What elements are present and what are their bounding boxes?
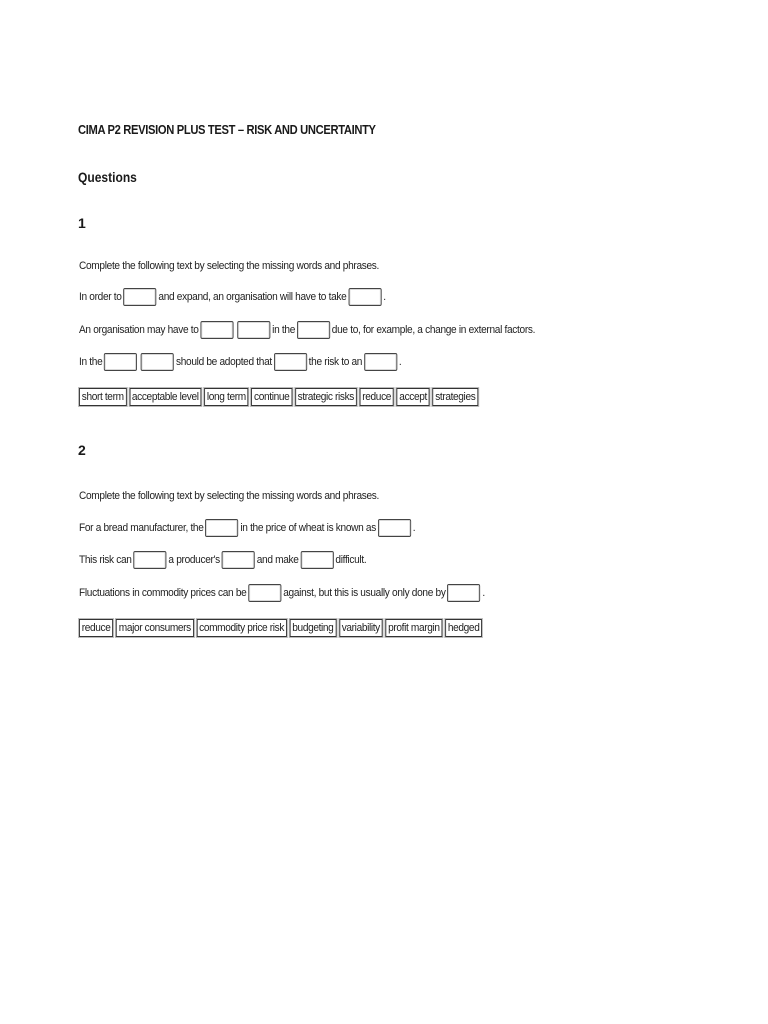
option-major-consumers[interactable]: major consumers xyxy=(116,619,194,637)
q2-blank-5[interactable] xyxy=(300,551,333,569)
q2-blank-2[interactable] xyxy=(378,519,411,537)
q1-blank-8[interactable] xyxy=(274,353,307,371)
document-title: CIMA P2 REVISION PLUS TEST – RISK AND UNCERTAINTY xyxy=(78,122,376,137)
option-continue[interactable]: continue xyxy=(251,388,292,406)
text-segment: and expand, an organisation will have to take xyxy=(158,291,347,303)
option-strategies[interactable]: strategies xyxy=(432,388,478,406)
text-segment: the risk to an xyxy=(308,356,363,368)
text-segment: in the price of wheat is known as xyxy=(240,522,376,534)
q1-blank-9[interactable] xyxy=(364,353,397,371)
text-segment: should be adopted that xyxy=(175,356,272,368)
text-segment: . xyxy=(383,291,386,303)
text-segment: a producer's xyxy=(168,554,220,566)
q1-instruction xyxy=(79,256,379,276)
text-segment: This risk can xyxy=(79,554,132,566)
q1-blank-7[interactable] xyxy=(141,353,174,371)
text-segment: in the xyxy=(272,324,295,336)
option-reduce[interactable]: reduce xyxy=(79,619,113,637)
text-segment: difficult. xyxy=(335,554,367,566)
q1-line-1 xyxy=(79,287,386,307)
q1-blank-2[interactable] xyxy=(348,288,381,306)
option-reduce[interactable]: reduce xyxy=(360,388,394,406)
instruction-text: Complete the following text by selecting the missing words and phrases. xyxy=(79,260,380,272)
text-segment: and make xyxy=(256,554,299,566)
text-segment: Fluctuations in commodity prices can be xyxy=(79,587,247,599)
question-2-number: 2 xyxy=(78,442,86,458)
text-segment: . xyxy=(398,356,402,368)
q2-instruction xyxy=(79,486,379,506)
option-short-term[interactable]: short term xyxy=(79,388,126,406)
q1-blank-6[interactable] xyxy=(104,353,137,371)
q1-blank-4[interactable] xyxy=(237,321,270,339)
instruction-text: Complete the following text by selecting the missing words and phrases. xyxy=(79,490,380,502)
text-segment: due to, for example, a change in external factors. xyxy=(331,324,536,336)
option-strategic-risks[interactable]: strategic risks xyxy=(295,388,357,406)
q2-blank-3[interactable] xyxy=(133,551,166,569)
text-segment: against, but this is usually only done by xyxy=(283,587,446,599)
q1-word-bank xyxy=(79,388,479,406)
q2-blank-7[interactable] xyxy=(447,584,480,602)
question-1-number: 1 xyxy=(78,215,86,231)
option-variability[interactable]: variability xyxy=(339,619,383,637)
section-heading: Questions xyxy=(78,169,137,185)
q2-line-1 xyxy=(79,518,415,538)
option-commodity-price-risk[interactable]: commodity price risk xyxy=(196,619,286,637)
q2-line-2 xyxy=(79,550,366,570)
option-budgeting[interactable]: budgeting xyxy=(290,619,337,637)
q1-line-2 xyxy=(79,320,535,340)
q2-blank-6[interactable] xyxy=(248,584,281,602)
text-segment: . xyxy=(482,587,485,599)
option-long-term[interactable]: long term xyxy=(204,388,248,406)
option-accept[interactable]: accept xyxy=(397,388,430,406)
text-segment: In order to xyxy=(79,291,122,303)
q2-word-bank xyxy=(79,619,483,637)
q1-blank-3[interactable] xyxy=(200,321,233,339)
text-segment: For a bread manufacturer, the xyxy=(79,522,204,534)
q1-blank-5[interactable] xyxy=(297,321,330,339)
text-segment: In the xyxy=(79,356,103,368)
option-hedged[interactable]: hedged xyxy=(445,619,482,637)
q1-line-3 xyxy=(79,352,401,372)
q2-blank-4[interactable] xyxy=(222,551,255,569)
text-segment: . xyxy=(412,522,416,534)
option-profit-margin[interactable]: profit margin xyxy=(385,619,442,637)
text-segment: An organisation may have to xyxy=(79,324,199,336)
option-acceptable-level[interactable]: acceptable level xyxy=(129,388,201,406)
q1-blank-1[interactable] xyxy=(123,288,156,306)
q2-line-3 xyxy=(79,583,485,603)
q2-blank-1[interactable] xyxy=(205,519,238,537)
